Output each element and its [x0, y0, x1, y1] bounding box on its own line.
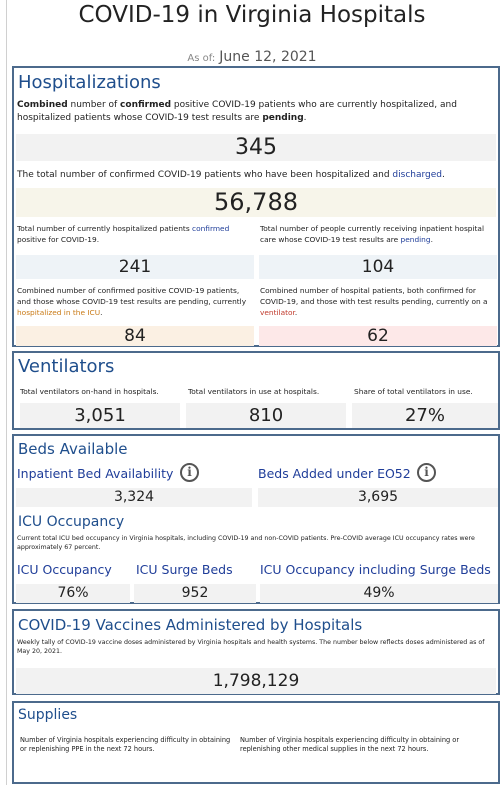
as-of-date: June 12, 2021 — [219, 49, 317, 65]
page-title: COVID-19 in Virginia Hospitals — [78, 2, 426, 28]
icu-description: Combined number of confirmed positive COVID-19 patients, and those whose COVID-19 test results are pending, currently hospitalized in the ICU. — [17, 286, 247, 317]
inpatient-value: 3,324 — [16, 488, 252, 507]
share-value: 27% — [352, 403, 498, 428]
info-icon[interactable]: i — [180, 463, 199, 482]
onhand-label: Total ventilators on-hand in hospitals. — [20, 387, 159, 396]
ventilators-title: Ventilators — [18, 356, 115, 377]
inpatient-label: Inpatient Bed Availability — [17, 466, 174, 481]
info-icon[interactable]: i — [417, 463, 436, 482]
vaccines-panel — [12, 609, 500, 695]
ventilator-description: Combined number of hospital patients, both confirmed for COVID-19, and those with test results pending, currently on a ventilator. — [260, 286, 488, 317]
inuse-label: Total ventilators in use at hospitals. — [188, 387, 320, 396]
share-label: Share of total ventilators in use. — [354, 387, 473, 396]
eo52-value: 3,695 — [258, 488, 498, 507]
icu-surge-label: ICU Surge Beds — [136, 562, 233, 577]
pending-value: 104 — [259, 255, 497, 279]
ppe-label: Number of Virginia hospitals experiencing difficulty in obtaining or replenishing PPE in the next 72 hours. — [20, 736, 231, 753]
as-of — [0, 46, 504, 65]
pending-description: Total number of people currently receiving inpatient hospital care whose COVID-19 test results are pending. — [260, 224, 485, 244]
icu-incl-surge-label: ICU Occupancy including Surge Beds — [260, 562, 491, 577]
ventilator-patients-value: 62 — [259, 326, 497, 346]
icu-description: Current total ICU bed occupancy in Virginia hospitals, including COVID-19 and non-COVID patients. Pre-COVID average ICU occupancy rates were approximately 67 percent. — [17, 535, 475, 551]
ventilators-panel — [12, 351, 500, 430]
as-of-label: As of: — [187, 53, 216, 64]
combined-value: 345 — [16, 134, 496, 161]
confirmed-description: Total number of currently hospitalized patients confirmed positive for COVID-19. — [17, 224, 230, 244]
icu-value: 84 — [16, 326, 254, 346]
hospitalizations-panel — [12, 66, 500, 347]
icu-occupancy-title: ICU Occupancy — [18, 514, 125, 530]
combined-description: Combined number of confirmed positive COVID-19 patients who are currently hospitalized, and hospitalized patients whose COVID-19 test results are pending. — [17, 100, 457, 123]
icu-occupancy-value: 76% — [16, 584, 130, 603]
supplies-title: Supplies — [18, 707, 78, 723]
total-description: The total number of confirmed COVID-19 patients who have been hospitalized and discharged. — [17, 170, 445, 180]
icu-occupancy-label: ICU Occupancy — [17, 562, 112, 577]
supplies-panel — [12, 701, 500, 784]
hospitalizations-title: Hospitalizations — [18, 72, 161, 93]
inuse-value: 810 — [186, 403, 346, 428]
total-value: 56,788 — [16, 188, 496, 217]
vaccines-value: 1,798,129 — [16, 668, 496, 694]
left-border — [6, 0, 7, 785]
vaccines-title: COVID-19 Vaccines Administered by Hospitals — [18, 616, 363, 634]
vaccines-description: Weekly tally of COVID-19 vaccine doses administered by Virginia hospitals and health systems. The number below reflects doses administered as of May 20, 2021. — [17, 639, 485, 655]
beds-title: Beds Available — [18, 440, 128, 458]
icu-incl-surge-value: 49% — [260, 584, 498, 603]
confirmed-value: 241 — [16, 255, 254, 279]
icu-surge-value: 952 — [134, 584, 256, 603]
beds-panel — [12, 434, 500, 604]
onhand-value: 3,051 — [20, 403, 180, 428]
other-supplies-label: Number of Virginia hospitals experiencing difficulty in obtaining or replenishing other medical supplies in the next 72 hours. — [240, 736, 460, 753]
eo52-label: Beds Added under EO52 — [258, 466, 411, 481]
